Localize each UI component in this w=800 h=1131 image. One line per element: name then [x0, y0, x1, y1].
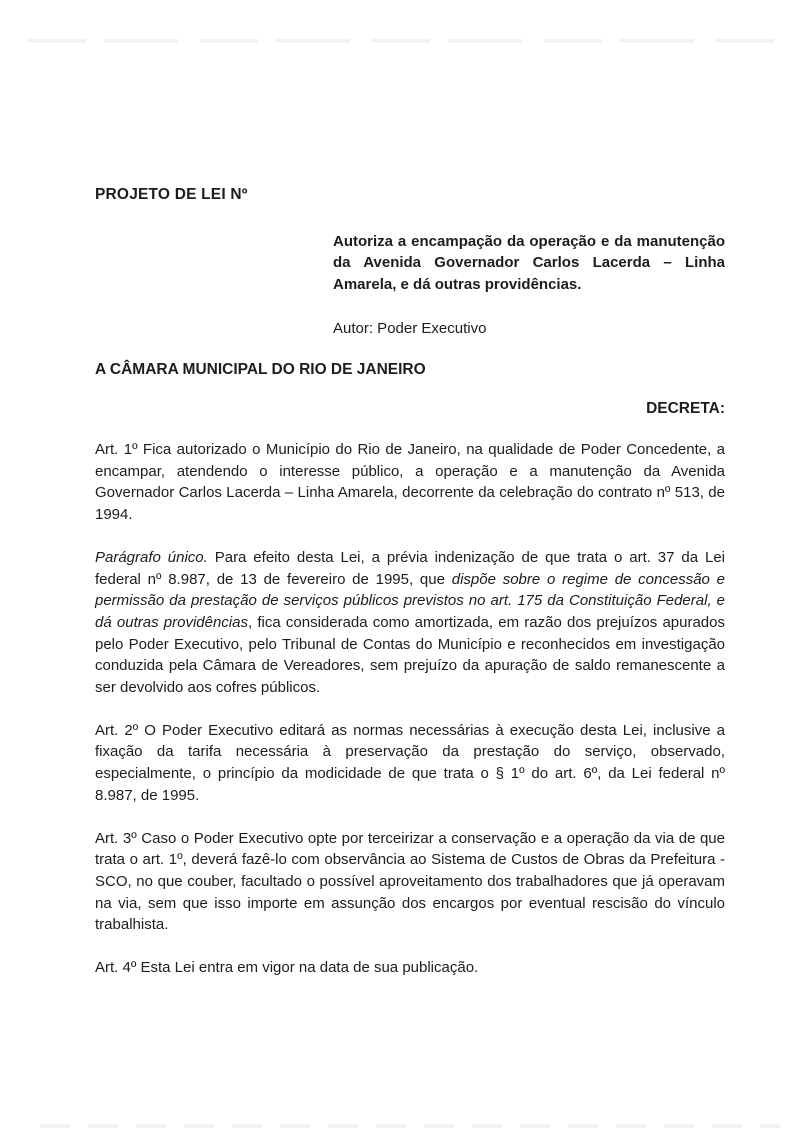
- document-content: [95, 184, 725, 1001]
- ementa-summary: Autoriza a encampação da operação e da manutenção da Avenida Governador Carlos Lacerda – Linha Amarela, e dá outras providências.: [333, 232, 725, 293]
- text-run: Art. 2º O Poder Executivo editará as normas necessárias à execução desta Lei, inclusive a fixação da tarifa necessária à preservação da prestação do serviço, observado, especialmente, o princípio da modicidade de que trata o § 1º do art. 6º, da Lei federal nº 8.987, de 1995.: [95, 721, 725, 804]
- text-run: Para efeito desta Lei, a prévia indenização de que trata o art. 37 da Lei federal nº 8.987, de 13 de fevereiro de 1995, que: [95, 549, 725, 588]
- author-line: Autor: Poder Executivo: [333, 320, 487, 338]
- scan-artifact-bottom: [40, 1124, 780, 1128]
- text-run: Art. 4º Esta Lei entra em vigor na data de sua publicação.: [95, 959, 479, 977]
- document-title: PROJETO DE LEI Nº: [95, 186, 248, 203]
- article-1-paragraph: [95, 439, 725, 525]
- article-2-paragraph: [95, 720, 725, 806]
- text-run: Art. 3º Caso o Poder Executivo opte por terceirizar a conservação e a operação da via de que trata o art. 1º, deverá fazê-lo com observância ao Sistema de Custos de Obras da Prefeitura - SCO, no que couber, facultado o possível aproveitamento dos trabalhadores que já operavam na via, sem que isso importe em assunção dos encargos por eventual rescisão do vínculo trabalhista.: [95, 829, 725, 934]
- text-run: Art. 1º Fica autorizado o Município do Rio de Janeiro, na qualidade de Poder Concedente, a encampar, atendendo o interesse público, a operação e a manutenção da Avenida Governador Carlos Lacerda – Linha Amarela, decorrente da celebração do contrato nº 513, de 1994.: [95, 441, 725, 523]
- article-3-paragraph: [95, 828, 725, 936]
- italic-text-run: dispõe sobre o regime de concessão e permissão da prestação de serviços públicos previstos no art. 175 da Constituição Federal, e dá outras providências: [95, 570, 725, 631]
- paragrafo-unico-paragraph: [95, 547, 725, 698]
- article-4-paragraph: [95, 957, 725, 979]
- addressee-heading: A CÂMARA MUNICIPAL DO RIO DE JANEIRO: [95, 360, 426, 378]
- scan-artifact-top: [28, 39, 786, 43]
- text-run: , fica considerada como amortizada, em razão dos prejuízos apurados pelo Poder Executivo, pelo Tribunal de Contas do Município e reconhecidos em investigação conduzida pela Câmara de Vereadores, sem prejuízo da apuração de saldo remanescente a ser devolvido aos cofres públicos.: [95, 613, 725, 696]
- enacting-formula: DECRETA:: [646, 399, 725, 417]
- italic-text-run: Parágrafo único.: [95, 549, 208, 567]
